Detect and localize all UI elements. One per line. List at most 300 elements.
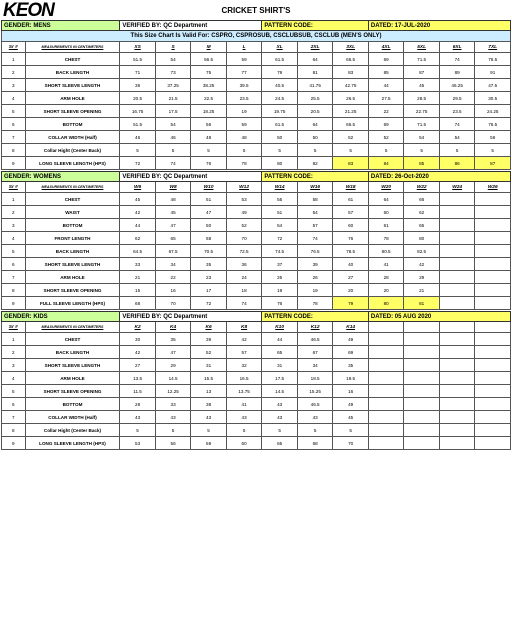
measurement-value: 5	[333, 424, 369, 437]
measurement-value: 70	[226, 232, 262, 245]
measurement-value: 68	[297, 437, 333, 450]
measurement-value	[439, 398, 475, 411]
measurement-value: 89	[439, 66, 475, 79]
measurement-name: ARM HOLE	[25, 92, 120, 105]
measurement-value: 47	[191, 206, 227, 219]
measurement-value: 42.75	[333, 79, 369, 92]
measurement-value: 68	[120, 297, 156, 310]
measurement-value: 33	[155, 398, 191, 411]
measurement-value: 23.5	[226, 92, 262, 105]
measurement-value	[439, 271, 475, 284]
measurement-value	[404, 398, 440, 411]
sr-header: Sr #	[2, 42, 26, 53]
measurement-value: 86	[439, 157, 475, 170]
measurement-value	[404, 424, 440, 437]
table-row	[2, 66, 511, 79]
measurement-name: BOTTOM	[25, 398, 120, 411]
size-header: W16	[297, 182, 333, 193]
measurement-value: 78.5	[333, 245, 369, 258]
measurement-value: 56	[191, 118, 227, 131]
measurement-value: 82	[297, 157, 333, 170]
measurement-value: 41	[226, 398, 262, 411]
measurement-value: 24.5	[262, 92, 298, 105]
measurement-value: 16.5	[226, 372, 262, 385]
measurement-name: SHORT SLEEVE OPENING	[25, 105, 120, 118]
verified-cell	[120, 172, 262, 182]
table-row	[2, 245, 511, 258]
measurement-value: 5	[297, 424, 333, 437]
measurement-value: 5	[120, 144, 156, 157]
measurement-value: 19	[262, 284, 298, 297]
measurement-value: 81	[297, 66, 333, 79]
size-header: W8	[155, 182, 191, 193]
measurement-value: 67.5	[155, 245, 191, 258]
size-table-womens	[1, 171, 511, 310]
measurement-value: 81	[404, 297, 440, 310]
document-title: CRICKET SHIRT'S	[221, 6, 291, 15]
size-header: 6XL	[439, 42, 475, 53]
measurement-value: 54	[155, 118, 191, 131]
measurement-value: 46	[155, 131, 191, 144]
measurement-value: 46	[120, 131, 156, 144]
measurement-value: 24.25	[475, 105, 511, 118]
measurement-header: MEASUREMENTS IN CENTIMETERS	[25, 322, 120, 333]
measurement-value: 22.75	[404, 105, 440, 118]
measurement-value: 84	[368, 157, 404, 170]
measurement-value: 80	[368, 297, 404, 310]
measurement-value	[439, 258, 475, 271]
measurement-value: 19.75	[262, 105, 298, 118]
measurement-value: 21	[120, 271, 156, 284]
row-number: 4	[2, 92, 26, 105]
table-row	[2, 359, 511, 372]
measurement-name: Collar Hight (Center Back)	[25, 144, 120, 157]
measurement-value: 50	[297, 131, 333, 144]
measurement-value: 5	[191, 424, 227, 437]
measurement-value: 80.5	[368, 245, 404, 258]
measurement-value: 21	[404, 284, 440, 297]
measurement-value	[475, 297, 511, 310]
gender-cell	[2, 172, 120, 182]
measurement-value: 5	[439, 144, 475, 157]
row-number: 2	[2, 206, 26, 219]
measurement-value: 43	[120, 411, 156, 424]
measurement-value: 34	[297, 359, 333, 372]
size-header: W18	[333, 182, 369, 193]
row-number: 1	[2, 53, 26, 66]
size-header: 7XL	[475, 42, 511, 53]
measurement-value: 70	[333, 437, 369, 450]
table-row	[2, 346, 511, 359]
measurement-value	[439, 424, 475, 437]
measurement-value: 49	[333, 398, 369, 411]
measurement-value: 75	[191, 66, 227, 79]
measurement-value: 28	[120, 398, 156, 411]
dated-label: DATED:	[370, 22, 394, 29]
row-number: 9	[2, 297, 26, 310]
measurement-value: 29.5	[439, 92, 475, 105]
measurement-value: 29	[155, 359, 191, 372]
measurement-name: CHEST	[25, 53, 120, 66]
measurement-value: 43	[226, 411, 262, 424]
measurement-value: 35	[155, 333, 191, 346]
measurement-value: 53	[120, 437, 156, 450]
size-header: K6	[191, 322, 227, 333]
size-chart-sections	[1, 20, 511, 450]
table-row	[2, 297, 511, 310]
measurement-value: 5	[226, 424, 262, 437]
measurement-value: 74	[226, 297, 262, 310]
measurement-value	[368, 398, 404, 411]
measurement-value: 79	[333, 297, 369, 310]
measurement-value: 41.75	[297, 79, 333, 92]
measurement-value	[368, 372, 404, 385]
measurement-value: 64	[297, 118, 333, 131]
measurement-value: 60	[333, 219, 369, 232]
measurement-value: 74	[439, 53, 475, 66]
measurement-value: 91	[475, 66, 511, 79]
verified-label: VERIFIED BY:	[122, 173, 162, 180]
size-header: W24	[439, 182, 475, 193]
measurement-value: 59	[226, 53, 262, 66]
measurement-value	[475, 232, 511, 245]
measurement-value: 15.25	[297, 385, 333, 398]
size-header: M	[191, 42, 227, 53]
measurement-value: 54	[404, 131, 440, 144]
measurement-value: 26.5	[333, 92, 369, 105]
measurement-value: 43	[262, 398, 298, 411]
size-header: 4XL	[368, 42, 404, 53]
size-header: K8	[226, 322, 262, 333]
size-header: 3XL	[333, 42, 369, 53]
measurement-value: 5	[120, 424, 156, 437]
measurement-value: 15.5	[191, 372, 227, 385]
measurement-value	[475, 398, 511, 411]
measurement-value: 69	[368, 53, 404, 66]
measurement-value: 51	[191, 193, 227, 206]
measurement-value: 60	[226, 437, 262, 450]
measurement-value	[475, 219, 511, 232]
table-row	[2, 92, 511, 105]
table-row	[2, 284, 511, 297]
measurement-value: 5	[262, 144, 298, 157]
measurement-value: 25	[262, 271, 298, 284]
measurement-value: 23	[191, 271, 227, 284]
section-header	[2, 21, 511, 31]
size-header: K14	[333, 322, 369, 333]
measurement-value: 45	[155, 206, 191, 219]
column-header-row	[2, 322, 511, 333]
row-number: 3	[2, 219, 26, 232]
measurement-value: 30.5	[475, 92, 511, 105]
row-number: 7	[2, 131, 26, 144]
measurement-value: 57	[297, 219, 333, 232]
measurement-value: 80	[262, 157, 298, 170]
measurement-value: 66.5	[333, 118, 369, 131]
gender-value: MENS	[33, 22, 51, 29]
measurement-value: 51.5	[120, 53, 156, 66]
measurement-value: 59	[226, 118, 262, 131]
measurement-value	[475, 346, 511, 359]
measurement-value	[475, 411, 511, 424]
measurement-value: 20.5	[297, 105, 333, 118]
row-number: 1	[2, 193, 26, 206]
measurement-name: ARM HOLE	[25, 271, 120, 284]
measurement-value: 43	[297, 411, 333, 424]
measurement-value: 66.5	[333, 53, 369, 66]
measurement-value	[368, 333, 404, 346]
size-header: W12	[226, 182, 262, 193]
size-header: W6	[120, 182, 156, 193]
row-number: 2	[2, 66, 26, 79]
measurement-value: 76.5	[475, 53, 511, 66]
measurement-value	[475, 245, 511, 258]
measurement-value: 29	[404, 271, 440, 284]
size-header: K12	[297, 322, 333, 333]
measurement-name: SHORT SLEEVE OPENING	[25, 385, 120, 398]
measurement-value	[439, 411, 475, 424]
measurement-value: 48	[191, 131, 227, 144]
table-row	[2, 79, 511, 92]
measurement-value: 46.5	[297, 398, 333, 411]
size-header	[404, 322, 440, 333]
measurement-value: 52	[191, 346, 227, 359]
measurement-name: ARM HOLE	[25, 372, 120, 385]
size-header: W22	[404, 182, 440, 193]
measurement-value: 19	[226, 105, 262, 118]
measurement-value: 28	[368, 271, 404, 284]
gender-value: KIDS	[33, 313, 48, 320]
measurement-value: 17.5	[155, 105, 191, 118]
measurement-value: 50	[262, 131, 298, 144]
measurement-name: COLLAR WIDTH (Half)	[25, 411, 120, 424]
size-header: W26	[475, 182, 511, 193]
measurement-value: 83	[333, 157, 369, 170]
measurement-value: 39	[191, 333, 227, 346]
measurement-value: 72	[191, 297, 227, 310]
measurement-value	[368, 385, 404, 398]
measurement-value: 41	[368, 258, 404, 271]
row-number: 7	[2, 271, 26, 284]
dated-value: 05 AUG 2020	[394, 313, 432, 320]
document-header	[1, 0, 511, 19]
gender-value: WOMENS	[33, 173, 62, 180]
row-number: 2	[2, 346, 26, 359]
gender-cell	[2, 312, 120, 322]
size-header	[368, 322, 404, 333]
measurement-value: 5	[191, 144, 227, 157]
dated-value: 26-Oct-2020	[394, 173, 429, 180]
measurement-value: 12.25	[155, 385, 191, 398]
column-header-row	[2, 182, 511, 193]
measurement-name: SHORT SLEEVE LENGTH	[25, 359, 120, 372]
size-chart-page	[1, 0, 511, 450]
measurement-name: SHORT SLEEVE LENGTH	[25, 79, 120, 92]
measurement-value	[439, 232, 475, 245]
row-number: 8	[2, 144, 26, 157]
pattern-code-label: PATTERN CODE:	[262, 21, 369, 31]
measurement-value: 49	[333, 333, 369, 346]
measurement-value: 54	[439, 131, 475, 144]
dated-value: 17-JUL-2020	[394, 22, 431, 29]
measurement-value: 72.5	[226, 245, 262, 258]
measurement-value: 22.5	[191, 92, 227, 105]
measurement-value	[439, 297, 475, 310]
measurement-value	[439, 193, 475, 206]
size-header: K4	[155, 322, 191, 333]
measurement-value: 68	[191, 232, 227, 245]
verified-value: QC Department	[163, 313, 208, 320]
gender-label: GENDER:	[4, 22, 32, 29]
measurement-value: 71.5	[404, 118, 440, 131]
measurement-value: 57	[226, 346, 262, 359]
row-number: 5	[2, 105, 26, 118]
measurement-value: 22	[155, 271, 191, 284]
dated-label: DATED:	[370, 313, 394, 320]
table-row	[2, 437, 511, 450]
measurement-value: 38	[191, 398, 227, 411]
measurement-value: 17.5	[262, 372, 298, 385]
measurement-value: 16	[333, 385, 369, 398]
table-row	[2, 271, 511, 284]
measurement-value: 13.75	[226, 385, 262, 398]
size-header	[475, 322, 511, 333]
row-number: 8	[2, 284, 26, 297]
measurement-value: 78	[226, 157, 262, 170]
measurement-value: 61	[368, 219, 404, 232]
table-row	[2, 157, 511, 170]
measurement-value	[404, 385, 440, 398]
measurement-value: 73	[155, 66, 191, 79]
measurement-value: 5	[262, 424, 298, 437]
measurement-value: 87	[475, 157, 511, 170]
measurement-value: 62	[120, 232, 156, 245]
table-row	[2, 206, 511, 219]
measurement-value	[439, 333, 475, 346]
measurement-value: 18	[226, 284, 262, 297]
measurement-value: 42	[120, 206, 156, 219]
measurement-value	[475, 424, 511, 437]
measurement-value: 5	[155, 144, 191, 157]
row-number: 3	[2, 79, 26, 92]
measurement-value: 44	[368, 79, 404, 92]
table-row	[2, 333, 511, 346]
size-header: W10	[191, 182, 227, 193]
measurement-value	[439, 372, 475, 385]
validity-note: This Size Chart Is Valid For: CSPRO, CSPROSUB, CSCLUBSUB, CSCLUB (MEN'S ONLY)	[2, 31, 511, 42]
verified-label: VERIFIED BY:	[122, 22, 162, 29]
measurement-value: 61	[333, 193, 369, 206]
measurement-value: 25.5	[297, 92, 333, 105]
measurement-name: BOTTOM	[25, 118, 120, 131]
measurement-name: LONG SLEEVE LENGTH (HPS)	[25, 437, 120, 450]
measurement-value: 16.75	[120, 105, 156, 118]
brand-logo: KEON	[3, 0, 54, 21]
measurement-value: 76.5	[475, 118, 511, 131]
measurement-value	[404, 359, 440, 372]
measurement-value: 19	[297, 284, 333, 297]
dated-cell	[368, 312, 510, 322]
measurement-value: 54	[297, 206, 333, 219]
measurement-value: 39	[297, 258, 333, 271]
measurement-value: 26	[297, 271, 333, 284]
size-table-kids	[1, 311, 511, 450]
measurement-value: 14.5	[155, 372, 191, 385]
row-number: 6	[2, 118, 26, 131]
measurement-value: 44	[120, 219, 156, 232]
measurement-value: 51.5	[120, 118, 156, 131]
verified-cell	[120, 21, 262, 31]
measurement-value: 62	[404, 206, 440, 219]
measurement-value: 71.5	[404, 53, 440, 66]
measurement-value: 49	[226, 206, 262, 219]
measurement-value: 74	[439, 118, 475, 131]
table-row	[2, 424, 511, 437]
measurement-value	[368, 424, 404, 437]
measurement-value	[439, 206, 475, 219]
size-header: K10	[262, 322, 298, 333]
row-number: 8	[2, 424, 26, 437]
measurement-value: 52	[226, 219, 262, 232]
measurement-value: 79	[262, 66, 298, 79]
table-row	[2, 398, 511, 411]
measurement-value: 24	[226, 271, 262, 284]
row-number: 4	[2, 372, 26, 385]
measurement-value: 42	[404, 258, 440, 271]
verified-cell	[120, 312, 262, 322]
measurement-value: 78	[297, 297, 333, 310]
measurement-value	[368, 437, 404, 450]
measurement-header: MEASUREMENTS IN CENTIMETERS	[25, 182, 120, 193]
measurement-value	[439, 359, 475, 372]
measurement-value: 50	[191, 219, 227, 232]
measurement-value: 20.5	[120, 92, 156, 105]
measurement-value: 27	[333, 271, 369, 284]
gender-label: GENDER:	[4, 173, 32, 180]
measurement-value: 30	[120, 333, 156, 346]
measurement-value	[475, 372, 511, 385]
measurement-value: 36	[226, 258, 262, 271]
table-row	[2, 53, 511, 66]
measurement-value: 42	[226, 333, 262, 346]
measurement-value: 85	[368, 66, 404, 79]
measurement-value: 78	[368, 232, 404, 245]
table-row	[2, 193, 511, 206]
verified-label: VERIFIED BY:	[122, 313, 162, 320]
measurement-value: 53	[226, 193, 262, 206]
measurement-value: 20	[333, 284, 369, 297]
measurement-value: 57	[333, 206, 369, 219]
table-row	[2, 258, 511, 271]
section-header	[2, 172, 511, 182]
measurement-value	[368, 411, 404, 424]
measurement-name: BACK LENGTH	[25, 66, 120, 79]
measurement-value: 45	[120, 193, 156, 206]
measurement-value	[439, 245, 475, 258]
measurement-value: 28.5	[404, 92, 440, 105]
measurement-value: 5	[226, 144, 262, 157]
row-number: 1	[2, 333, 26, 346]
measurement-value: 23.5	[439, 105, 475, 118]
measurement-value: 13.5	[120, 372, 156, 385]
gender-label: GENDER:	[4, 313, 32, 320]
measurement-name: LONG SLEEVE LENGTH (HPS)	[25, 157, 120, 170]
measurement-value: 76	[262, 297, 298, 310]
size-header	[439, 322, 475, 333]
measurement-value: 15	[120, 284, 156, 297]
size-header: XS	[120, 42, 156, 53]
measurement-value: 65	[404, 219, 440, 232]
